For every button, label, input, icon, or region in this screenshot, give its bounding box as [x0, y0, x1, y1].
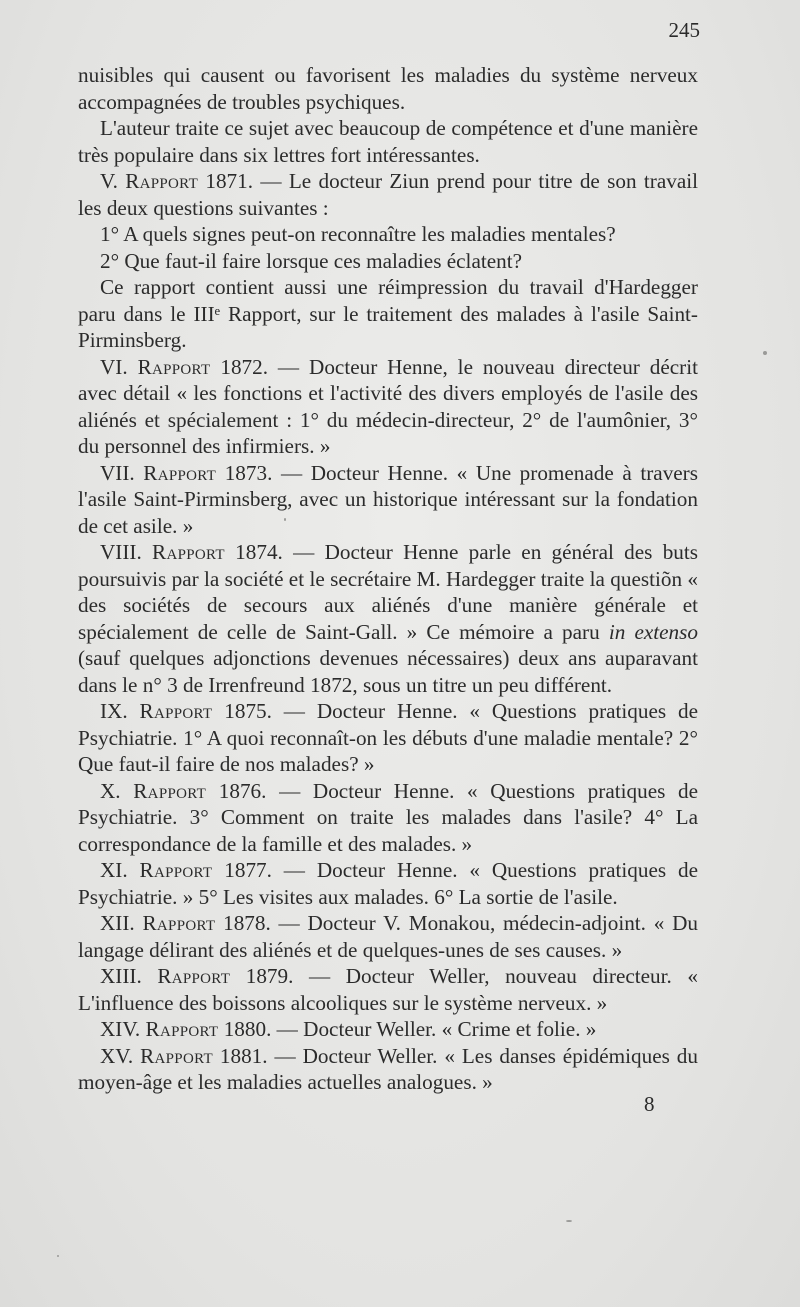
paragraph-text: 1877. — Docteur Henne. « Questions pratiques de Psychiatrie. » 5° Les visites aux malades. 6° La sortie de l'asile.: [78, 858, 699, 909]
paragraph: [78, 248, 698, 275]
report-numeral: X.: [100, 778, 134, 803]
paragraph-text: 1876. — Docteur Henne. « Questions pratiques de Psychiatrie. 3° Comment on traite les malades dans l'asile? 4° La correspondance de la famille et des malades. »: [78, 778, 698, 856]
report-label: Rapport: [125, 169, 199, 193]
report-numeral: XV.: [100, 1043, 141, 1068]
report-entry: [78, 1043, 698, 1096]
report-entry: [78, 910, 698, 963]
report-numeral: VII.: [100, 460, 144, 485]
report-label: Rapport: [157, 964, 231, 988]
report-label: Rapport: [142, 911, 216, 935]
paper-speck: [763, 351, 767, 355]
report-entry: [78, 778, 698, 858]
report-numeral: VIII.: [100, 540, 153, 564]
paragraph-text: 2° Que faut-il faire lorsque ces maladies éclatent?: [100, 248, 523, 273]
report-numeral: VI.: [100, 354, 138, 379]
report-entry: [78, 354, 698, 460]
paper-speck: [284, 518, 286, 521]
paragraph-text: L'auteur traite ce sujet avec beaucoup de compétence et d'une manière très populaire dans six lettres fort intéressantes.: [78, 116, 698, 167]
paragraph-text: Ce rapport contient aussi une réimpression du travail d'Hardegger paru dans le IIIᵉ Rapport, sur le traitement des malades à l'asile Saint-Pirminsberg.: [78, 275, 698, 352]
report-numeral: V.: [100, 169, 126, 193]
report-label: Rapport: [137, 354, 211, 379]
paragraph-text: 1875. — Docteur Henne. « Questions pratiques de Psychiatrie. 1° A quoi reconnaît-on les débuts d'une maladie mentale? 2° Que faut-il faire de nos malades? »: [78, 699, 699, 776]
paragraph-text: 1872. — Docteur Henne, le nouveau directeur décrit avec détail « les fonctions et l'activité des divers employés de l'asile des aliénés et spécialement : 1° du médecin-directeur, 2° de l'aumônier, 3° du personnel des infirmiers. »: [78, 354, 699, 458]
report-label: Rapport: [133, 778, 207, 803]
italic-phrase: in extenso: [608, 619, 698, 644]
paragraph-text: 1873. — Docteur Henne. « Une promenade à travers l'asile Saint-Pirminsberg, avec un historique intéressant sur la fondation de cet asile. »: [78, 460, 698, 538]
paragraph: [78, 115, 698, 168]
report-entry: [78, 168, 698, 221]
paragraph-text: 1° A quels signes peut-on reconnaître les maladies mentales?: [100, 222, 616, 246]
paper-speck: [57, 1255, 59, 1257]
paragraph-text: nuisibles qui causent ou favorisent les maladies du système nerveux accompagnées de troubles psychiques.: [78, 63, 698, 114]
report-label: Rapport: [139, 858, 213, 882]
report-label: Rapport: [143, 460, 217, 485]
paragraph-text: 1878. — Docteur V. Monakou, médecin-adjoint. « Du langage délirant des aliénés et de quelques-unes de ses causes. »: [78, 911, 698, 962]
report-numeral: XII.: [100, 911, 143, 935]
report-entry: [78, 460, 698, 540]
report-label: Rapport: [140, 1043, 213, 1068]
report-entry: [78, 539, 698, 698]
report-numeral: XIII.: [100, 964, 158, 988]
paragraph-text: 1879. — Docteur Weller, nouveau directeur. « L'influence des boissons alcooliques sur le système nerveux. »: [78, 964, 698, 1015]
paragraph-text: (sauf quelques adjonctions devenues nécessaires) deux ans auparavant dans le n° 3 de Irrenfreund 1872, sous un titre un peu différent.: [78, 646, 698, 697]
signature-mark: 8: [644, 1092, 655, 1116]
paragraph-text: 1881. — Docteur Weller. « Les danses épidémiques du moyen-âge et les maladies actuelles analogues. »: [78, 1043, 698, 1094]
report-numeral: XIV.: [100, 1017, 146, 1041]
report-numeral: XI.: [100, 858, 140, 882]
paragraph: [78, 274, 698, 354]
paragraph: [78, 221, 698, 248]
report-entry: [78, 698, 698, 778]
report-entry: [78, 963, 698, 1016]
report-label: Rapport: [139, 699, 213, 723]
report-entry: [78, 1016, 698, 1043]
report-entry: [78, 857, 698, 910]
page-number: 245: [668, 18, 700, 42]
report-label: Rapport: [145, 1017, 219, 1041]
body-text: [78, 62, 698, 1096]
report-numeral: IX.: [100, 699, 140, 723]
paragraph-text: 1871. — Le docteur Ziun prend pour titre de son travail les deux questions suivantes :: [78, 169, 698, 220]
report-label: Rapport: [152, 540, 225, 564]
paragraph: [78, 62, 698, 115]
paragraph-text: 1874. — Docteur Henne parle en général des buts poursuivis par la société et le secrétaire M. Hardegger traite la questiõn « des sociétés de secours aux aliénés d'une manière générale et spécialement de celle de Saint-Gall. » Ce mémoire a paru: [78, 540, 699, 644]
paper-speck: [566, 1220, 572, 1222]
paragraph-text: 1880. — Docteur Weller. « Crime et folie. »: [218, 1017, 597, 1041]
